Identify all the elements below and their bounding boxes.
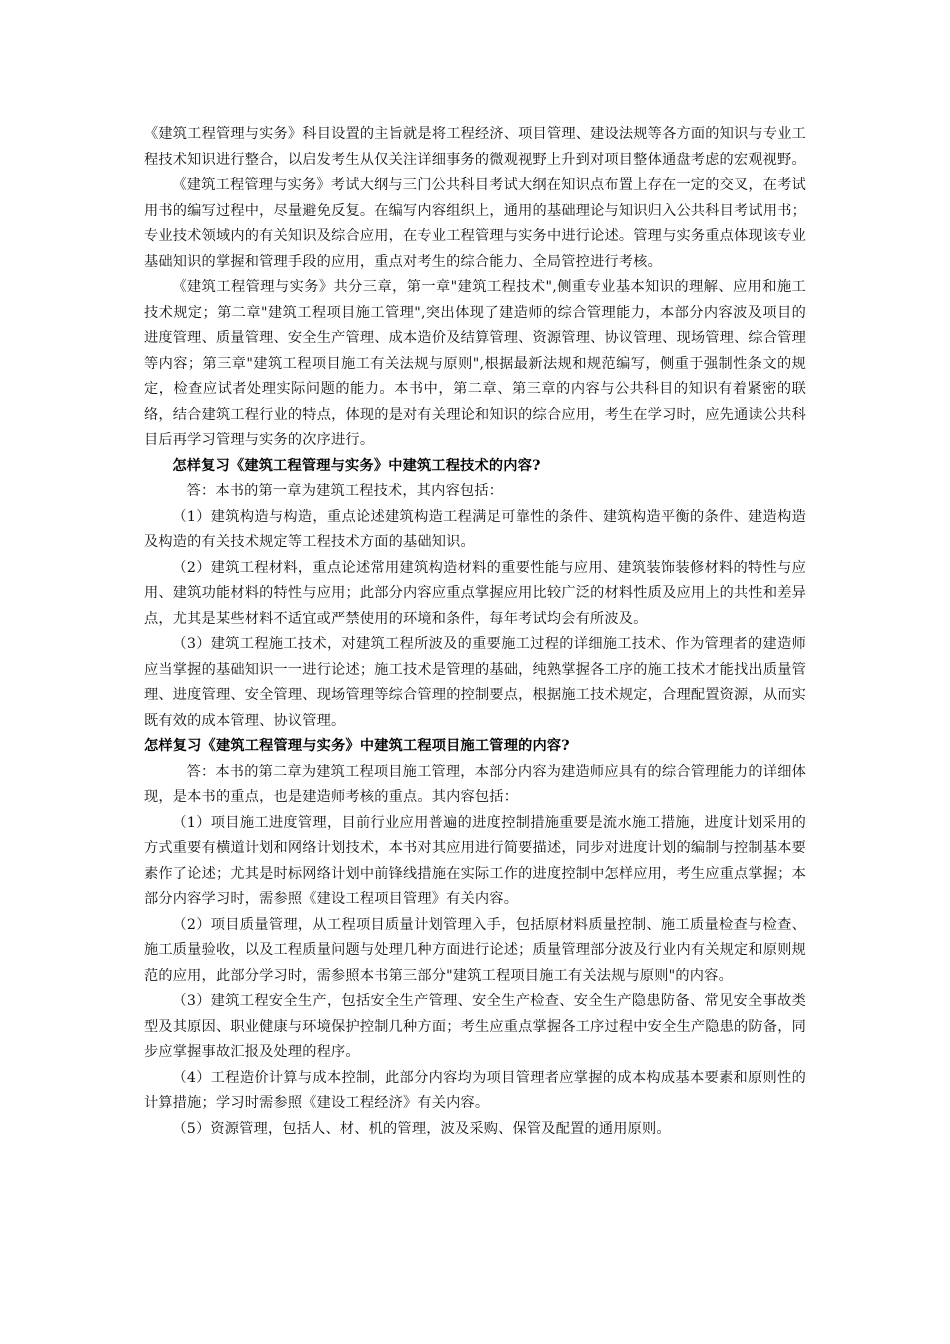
list-item: （5）资源管理，包括人、材、机的管理，波及采购、保管及配置的通用原则。	[172, 1120, 671, 1137]
section-answer-technology: 答：本书的第一章为建筑工程技术，其内容包括：	[186, 483, 504, 499]
list-item: （1）项目施工进度管理，目前行业应用普遍的进度控制措施重要是流水施工措施，进度计划采用的方式重要有横道计划和网络计划技术，本书对其应用进行简要描述，同步对进度计划的编制与控制基本要素作了论述；尤其是时标网络计划中前锋线措施在实际工作的进度控制中怎样应用，考生应重点掌握；本部分内容学习时，需参照《建设工程项目管理》有关内容。	[144, 814, 806, 907]
chapters-paragraph: 《建筑工程管理与实务》共分三章，第一章"建筑工程技术",侧重专业基本知识的理解、应用和施工技术规定；第二章"建筑工程项目施工管理",突出体现了建造师的综合管理能力，本部分内容波及项目的进度管理、质量管理、安全生产管理、成本造价及结算管理、资源管理、协议管理、现场管理、综合管理等内容；第三章"建筑工程项目施工有关法规与原则",根据最新法规和规范编写，侧重于强制性条文的规定，检查应试者处理实际问题的能力。本书中，第二章、第三章的内容与公共科目的知识有着紧密的联络，结合建筑工程行业的特点，体现的是对有关理论和知识的综合应用，考生在学习时，应先通读公共科目后再学习管理与实务的次序进行。	[144, 279, 806, 448]
list-item: （3）建筑工程施工技术，对建筑工程所波及的重要施工过程的详细施工技术、作为管理者的建造师应当掌握的基础知识一一进行论述；施工技术是管理的基础，纯熟掌握各工序的施工技术才能找出质量管理、进度管理、安全管理、现场管理等综合管理的控制要点，根据施工技术规定，合理配置资源，从而实既有效的成本管理、协议管理。	[144, 636, 806, 729]
list-item: （1）建筑构造与构造，重点论述建筑构造工程满足可靠性的条件、建筑构造平衡的条件、建造构造及构造的有关技术规定等工程技术方面的基础知识。	[144, 508, 806, 550]
list-item: （3）建筑工程安全生产，包括安全生产管理、安全生产检查、安全生产隐患防备、常见安全事故类型及其原因、职业健康与环境保护控制几种方面；考生应重点掌握各工序过程中安全生产隐患的防备，同步应掌握事故汇报及处理的程序。	[144, 993, 806, 1060]
document-page	[144, 122, 806, 1142]
section-heading-management: 怎样复习《建筑工程管理与实务》中建筑工程项目施工管理的内容?	[144, 738, 570, 754]
syllabus-paragraph: 《建筑工程管理与实务》考试大纲与三门公共科目考试大纲在知识点布置上存在一定的交叉，在考试用书的编写过程中，尽量避免反复。在编写内容组织上，通用的基础理论与知识归入公共科目考试用书；专业技术领域内的有关知识及综合应用，在专业工程管理与实务中进行论述。管理与实务重点体现该专业基础知识的掌握和管理手段的应用，重点对考生的综合能力、全局管控进行考核。	[144, 177, 806, 270]
section-heading-technology: 怎样复习《建筑工程管理与实务》中建筑工程技术的内容?	[172, 457, 541, 474]
list-item: （4）工程造价计算与成本控制，此部分内容均为项目管理者应掌握的成本构成基本要素和原则性的计算措施；学习时需参照《建设工程经济》有关内容。	[144, 1069, 806, 1111]
intro-paragraph: 《建筑工程管理与实务》科目设置的主旨就是将工程经济、项目管理、建设法规等各方面的知识与专业工程技术知识进行整合，以启发考生从仅关注详细事务的微观视野上升到对项目整体通盘考虑的宏观视野。	[144, 126, 806, 168]
list-item: （2）建筑工程材料，重点论述常用建筑构造材料的重要性能与应用、建筑装饰装修材料的特性与应用、建筑功能材料的特性与应用；此部分内容应重点掌握应用比较广泛的材料性质及应用上的共性和差异点，尤其是某些材料不适宜或严禁使用的环境和条件，每年考试均会有所波及。	[144, 559, 806, 627]
section-answer-management: 答：本书的第二章为建筑工程项目施工管理，本部分内容为建造师应具有的综合管理能力的详细体现，是本书的重点，也是建造师考核的重点。其内容包括：	[144, 763, 806, 805]
list-item: （2）项目质量管理，从工程项目质量计划管理入手，包括原材料质量控制、施工质量检查与检查、施工质量验收，以及工程质量问题与处理几种方面进行论述；质量管理部分波及行业内有关规定和原则规范的应用，此部分学习时，需参照本书第三部分"建筑工程项目施工有关法规与原则"的内容。	[144, 916, 806, 984]
